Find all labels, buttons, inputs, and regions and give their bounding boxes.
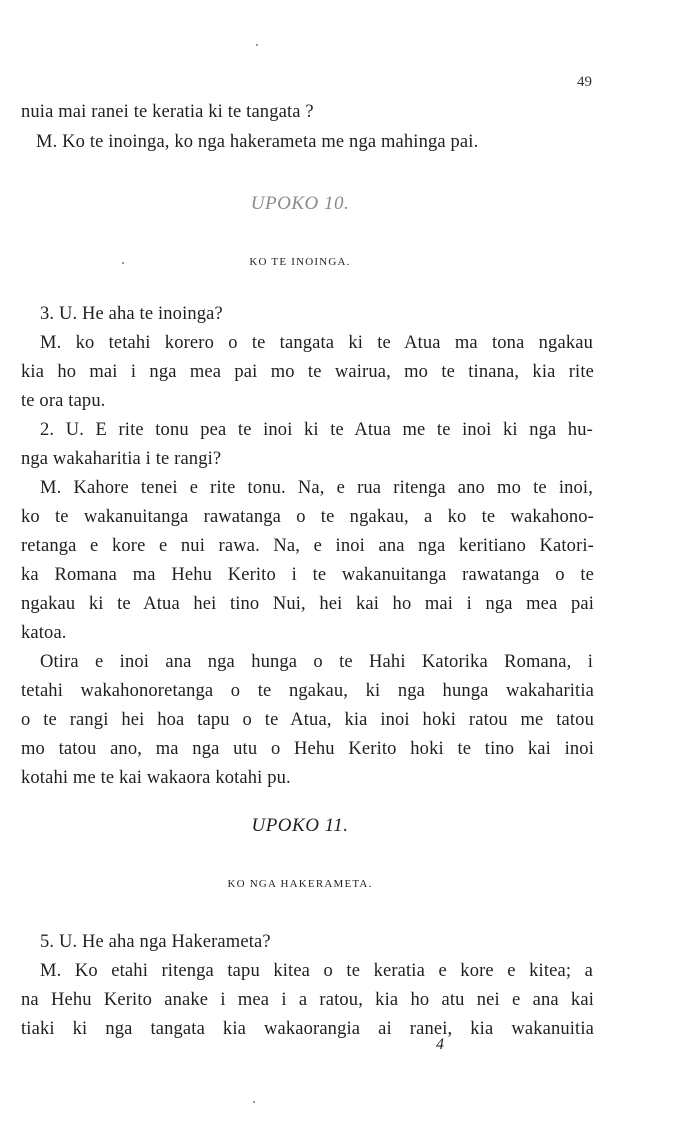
page-number: 49: [577, 74, 592, 90]
text-line: te ora tapu.: [21, 391, 106, 411]
text-line: kotahi me te kai wakaora kotahi pu.: [21, 768, 291, 788]
text-line: M. Ko etahi ritenga tapu kitea o te keratia e kore e kitea; a: [40, 961, 593, 981]
signature-mark: 4: [436, 1036, 444, 1053]
chapter-11-subtitle: KO NGA HAKERAMETA.: [227, 878, 373, 890]
text-line: tiaki ki nga tangata kia wakaorangia ai ranei, kia wakanuitia: [21, 1019, 594, 1039]
text-line: kia ho mai i nga mea pai mo te wairua, mo te tinana, kia rite: [21, 362, 594, 382]
text-line: ko te wakanuitanga rawatanga o te ngakau, a ko te wakahono-: [21, 507, 594, 527]
chapter-10-title: UPOKO 10.: [250, 193, 350, 214]
text-line: 5. U. He aha nga Hakerameta?: [40, 932, 271, 952]
paper-speck: [253, 1101, 255, 1103]
text-line: o te rangi hei hoa tapu o te Atua, kia inoi hoki ratou me tatou: [21, 710, 594, 730]
text-line: katoa.: [21, 623, 67, 643]
text-line: ngakau ki te Atua hei tino Nui, hei kai ho mai i nga mea pai: [21, 594, 594, 614]
text-line: M. Kahore tenei e rite tonu. Na, e rua ritenga ano mo te inoi,: [40, 478, 593, 498]
paper-speck: [122, 262, 124, 264]
text-line: nuia mai ranei te keratia ki te tangata ?: [21, 102, 314, 122]
text-line: M. Ko te inoinga, ko nga hakerameta me nga mahinga pai.: [36, 132, 479, 152]
text-line: mo tatou ano, ma nga utu o Hehu Kerito hoki te tino kai inoi: [21, 739, 594, 759]
text-line: na Hehu Kerito anake i mea i a ratou, kia ho atu nei e ana kai: [21, 990, 594, 1010]
text-line: ka Romana ma Hehu Kerito i te wakanuitanga rawatanga o te: [21, 565, 594, 585]
chapter-10-subtitle: KO TE INOINGA.: [249, 256, 351, 268]
text-line: tetahi wakahonoretanga o te ngakau, ki nga hunga wakaharitia: [21, 681, 594, 701]
text-line: 3. U. He aha te inoinga?: [40, 304, 223, 324]
text-line: retanga e kore e nui rawa. Na, e inoi ana nga keritiano Katori-: [21, 536, 594, 556]
text-line: Otira e inoi ana nga hunga o te Hahi Katorika Romana, i: [40, 652, 593, 672]
text-line: 2. U. E rite tonu pea te inoi ki te Atua me te inoi ki nga hu-: [40, 420, 593, 440]
paper-speck: [256, 44, 258, 46]
chapter-11-title: UPOKO 11.: [251, 815, 349, 836]
text-line: M. ko tetahi korero o te tangata ki te Atua ma tona ngakau: [40, 333, 593, 353]
text-line: nga wakaharitia i te rangi?: [21, 449, 222, 469]
